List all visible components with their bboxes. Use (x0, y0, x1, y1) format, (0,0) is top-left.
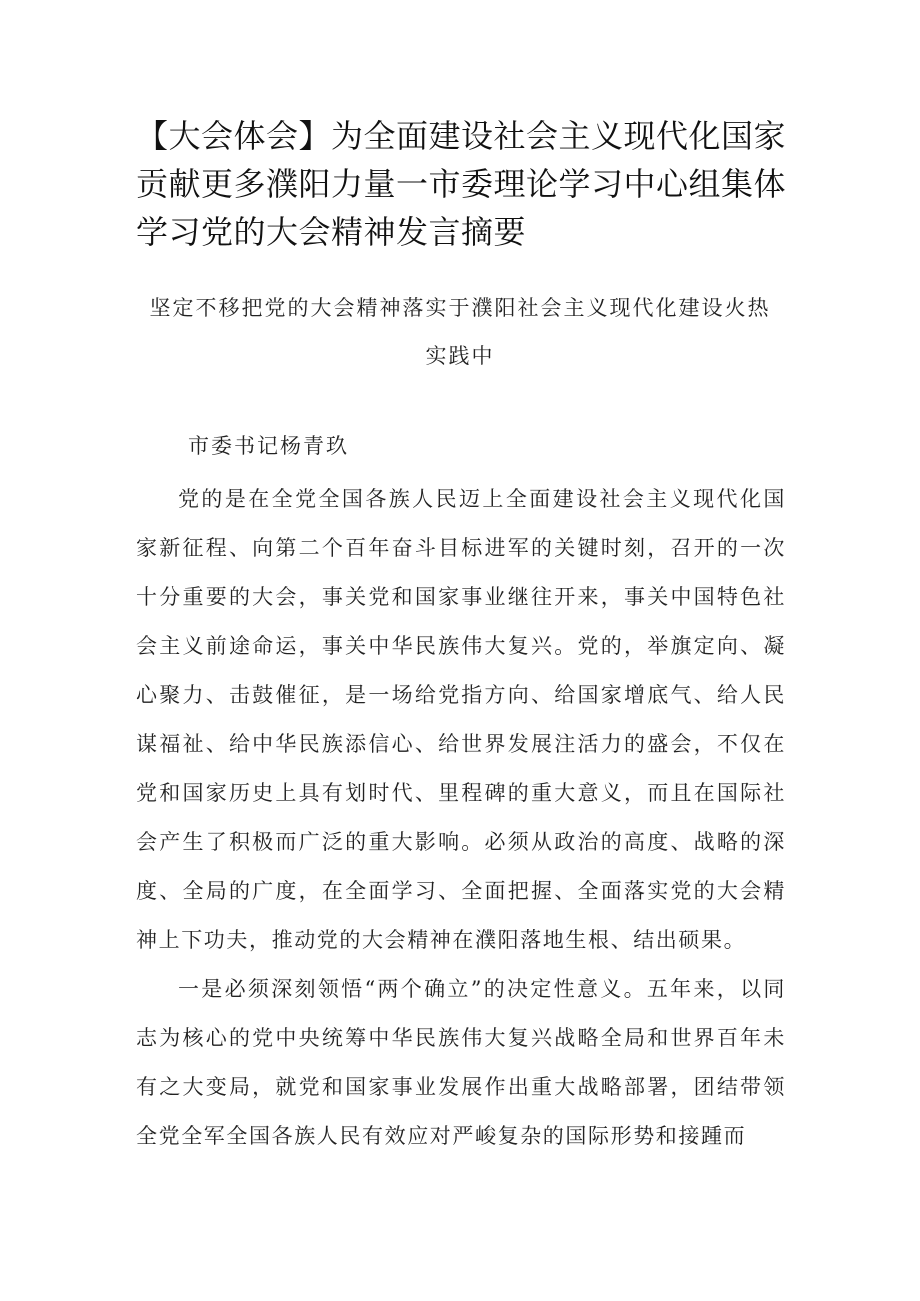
author-line: 市委书记杨青玖 (188, 434, 349, 458)
body-paragraph: 党的是在全党全国各族人民迈上全面建设社会主义现代化国家新征程、向第二个百年奋斗目标进军的关键时刻，召开的一次十分重要的大会，事关党和国家事业继往开来，事关中国特色社会主义前途命运，事关中华民族伟大复兴。党的，举旗定向、凝心聚力、击鼓催征，是一场给党指方向、给国家增底气、给人民谋福祉、给中华民族添信心、给世界发展注活力的盛会，不仅在党和国家历史上具有划时代、里程碑的重大意义，而且在国际社会产生了积极而广泛的重大影响。必须从政治的高度、战略的深度、全局的广度，在全面学习、全面把握、全面落实党的大会精神上下功夫，推动党的大会精神在濮阳落地生根、结出硕果。 (136, 487, 786, 952)
document-body (136, 475, 786, 1161)
document-subtitle: 坚定不移把党的大会精神落实于濮阳社会主义现代化建设火热实践中 (149, 296, 771, 368)
document-title: 【大会体会】为全面建设社会主义现代化国家贡献更多濮阳力量一市委理论学习中心组集体学习党的大会精神发言摘要 (136, 117, 787, 251)
body-paragraph: 一是必须深刻领悟“两个确立”的决定性意义。五年来，以同志为核心的党中央统筹中华民族伟大复兴战略全局和世界百年未有之大变局，就党和国家事业发展作出重大战略部署，团结带领全党全军全国各族人民有效应对严峻复杂的国际形势和接踵而 (136, 977, 786, 1148)
